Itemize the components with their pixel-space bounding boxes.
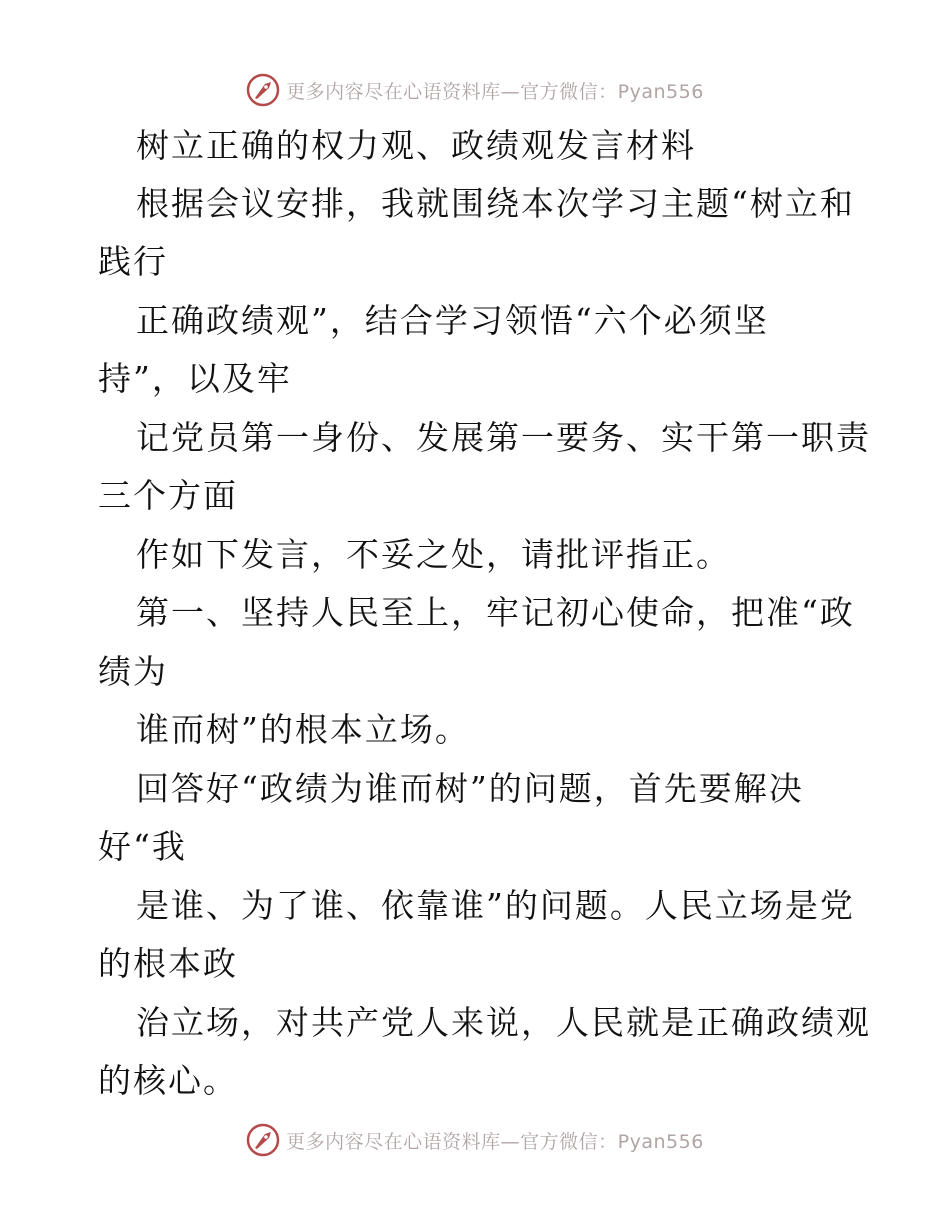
header-banner — [0, 72, 950, 108]
paragraph-line: 作如下发言，不妥之处，请批评指正。 — [136, 535, 731, 574]
paragraph-line: 的核心。 — [98, 1061, 238, 1100]
section-heading-line: 第一、坚持人民至上，牢记初心使命，把准“政 — [136, 593, 855, 632]
section-heading-line: 谁而树”的根本立场。 — [136, 710, 470, 749]
header-banner-text: 更多内容尽在心语资料库—官方微信：Pyan556 — [286, 80, 704, 103]
footer-banner — [0, 1122, 950, 1158]
paragraph-line: 记党员第一身份、发展第一要务、实干第一职责 — [136, 418, 871, 457]
document-title: 树立正确的权力观、政绩观发言材料 — [136, 126, 696, 165]
paragraph-line: 的根本政 — [98, 944, 238, 983]
paragraph-line: 践行 — [98, 242, 168, 281]
paragraph-line: 治立场，对共产党人来说，人民就是正确政绩观 — [136, 1003, 871, 1042]
footer-banner-text: 更多内容尽在心语资料库—官方微信：Pyan556 — [286, 1130, 704, 1153]
section-heading-line: 绩为 — [98, 652, 168, 691]
pen-nib-logo-icon — [246, 73, 280, 107]
paragraph-line: 是谁、为了谁、依靠谁”的问题。人民立场是党 — [136, 886, 855, 925]
paragraph-line: 好“我 — [98, 827, 187, 866]
paragraph-line: 三个方面 — [98, 476, 238, 515]
pen-nib-logo-icon — [246, 1123, 280, 1157]
paragraph-line: 正确政绩观”，结合学习领悟“六个必须坚 — [136, 301, 769, 340]
paragraph-line: 持”，以及牢 — [98, 359, 292, 398]
paragraph-line: 根据会议安排，我就围绕本次学习主题“树立和 — [136, 184, 855, 223]
paragraph-line: 回答好“政绩为谁而树”的问题，首先要解决 — [136, 769, 804, 808]
